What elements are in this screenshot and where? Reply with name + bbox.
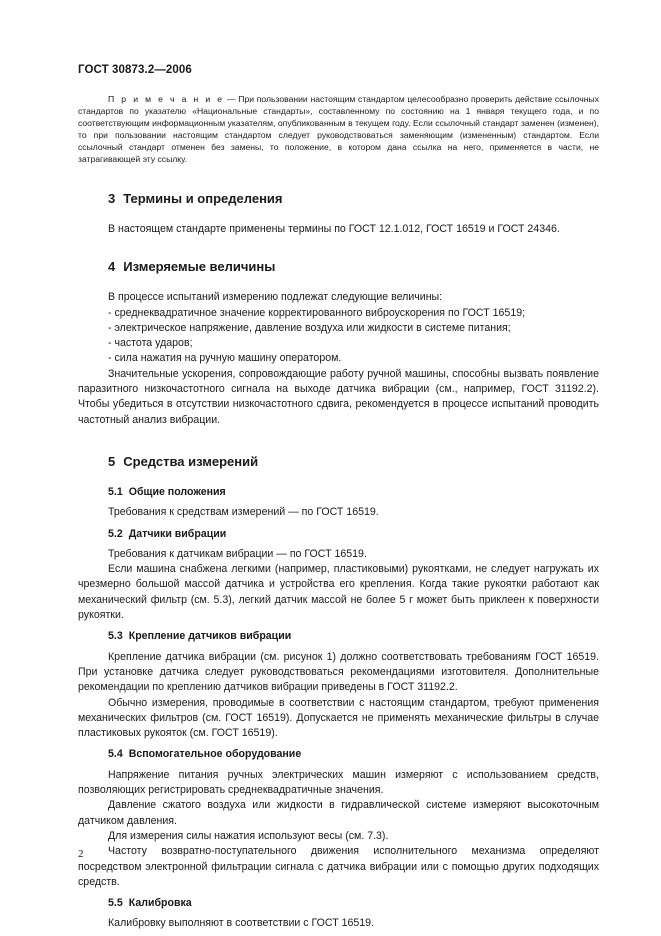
note-paragraph: [78, 93, 599, 165]
subsection-5-4-paragraph: Давление сжатого воздуха или жидкости в гидравлической системе измеряют высокоточным датчиком давления.: [78, 799, 599, 827]
section-title: Измеряемые величины: [123, 259, 276, 275]
section-number: 3: [108, 191, 116, 206]
page-number: 2: [78, 848, 84, 860]
subsection-number: 5.4: [108, 748, 123, 761]
subsection-number: 5.3: [108, 630, 123, 643]
subsection-title: Крепление датчиков вибрации: [128, 630, 292, 643]
section-3-heading: [108, 191, 599, 207]
section-5-heading: [108, 454, 599, 470]
section-title: Термины и определения: [123, 191, 283, 206]
subsection-5-2-heading: [108, 527, 599, 542]
subsection-5-4-paragraph: Напряжение питания ручных электрических машин измеряют с использованием средств, позволяющих регистрировать среднеквадратичные значения.: [78, 768, 599, 797]
subsection-title: Датчики вибрации: [128, 527, 227, 540]
subsection-5-4-paragraph: Частоту возвратно-поступательного движения исполнительного механизма определяют посредством электронной фильтрации сигнала с датчика вибрации или с помощью других подходящих средств.: [78, 845, 599, 888]
subsection-5-2-paragraph: Если машина снабжена легкими (например, пластиковыми) рукоятками, не следует нагружать их чрезмерно большой массой датчика и устройства его крепления. Когда такие рукоятки работают как механический фильтр (см. 5.3), легкий датчик массой не более 5 г может быть приклеен к поверхности рукоятки.: [78, 563, 599, 622]
subsection-number: 5.2: [108, 527, 123, 540]
note-text: — При пользовании настоящим стандартом целесообразно проверить действие ссылочных стандартов по указателю «Национальные стандарты», составленному по состоянию на 1 января текущего года, и по соответствующим информационным указателям, опубликованным в текущем году. Если ссылочный стандарт заменен (изменен), то при пользовании настоящим стандартом следует руководствоваться заменяющим (измененным) стандартом. Если ссылочный стандарт отменен без замены, то положение, в котором дана ссылка на него, применяется в части, не затрагивающей эту ссылку.: [78, 94, 599, 164]
page-content: [78, 93, 599, 932]
note-label: П р и м е ч а н и е: [108, 94, 225, 104]
section-4-paragraph: Значительные ускорения, сопровождающие работу ручной машины, способны вызвать появление паразитного низкочастотного сигнала на выходе датчика вибрации (см., например, ГОСТ 31192.2). Чтобы убедиться в отсутствии низкочастотного сдвига, рекомендуется в процессе испытаний проводить частотный анализ вибрации.: [78, 367, 599, 426]
section-title: Средства измерений: [123, 453, 259, 469]
section-3-paragraph: В настоящем стандарте применены термины по ГОСТ 12.1.012, ГОСТ 16519 и ГОСТ 24346.: [108, 223, 560, 235]
subsection-5-4-paragraph: Для измерения силы нажатия используют весы (см. 7.3).: [108, 829, 389, 842]
subsection-5-3-paragraph: Крепление датчика вибрации (см. рисунок 1) должно соответствовать требованиям ГОСТ 16519. При установке датчика следует руководствоваться рекомендациями изготовителя. Дополнительные рекомендации по креплению датчиков вибрации приведены в ГОСТ 31192.2.: [78, 650, 599, 694]
subsection-5-5-paragraph: Калибровку выполняют в соответствии с ГОСТ 16519.: [108, 917, 375, 930]
subsection-5-1-paragraph: Требования к средствам измерений — по ГОСТ 16519.: [108, 506, 379, 519]
subsection-5-3-paragraph: Обычно измерения, проводимые в соответствии с настоящим стандартом, требуют применения механических фильтров (см. ГОСТ 16519). Допускается не применять механические фильтры в случае пластиковых рукояток (см. ГОСТ 16519).: [78, 696, 599, 740]
section-4-heading: [108, 259, 599, 275]
subsection-title: Калибровка: [128, 897, 192, 910]
standard-code-header: ГОСТ 30873.2—2006: [78, 64, 192, 76]
subsection-5-4-heading: [108, 747, 599, 762]
section-number: 5: [108, 453, 116, 469]
subsection-5-1-heading: [108, 485, 599, 500]
subsection-5-5-heading: [108, 896, 599, 911]
section-4-intro: В процессе испытаний измерению подлежат следующие величины:: [108, 291, 443, 304]
list-item: - частота ударов;: [108, 337, 193, 350]
list-item: - среднеквадратичное значение корректированного виброускорения по ГОСТ 16519;: [108, 306, 526, 319]
list-item: - сила нажатия на ручную машину оператором.: [108, 352, 342, 365]
subsection-number: 5.1: [108, 485, 123, 498]
subsection-title: Вспомогательное оборудование: [128, 748, 302, 761]
subsection-5-3-heading: [108, 629, 599, 644]
subsection-title: Общие положения: [128, 485, 226, 498]
list-item: - электрическое напряжение, давление воздуха или жидкости в системе питания;: [108, 321, 511, 334]
subsection-number: 5.5: [108, 897, 123, 910]
section-number: 4: [108, 259, 116, 275]
subsection-5-2-paragraph: Требования к датчикам вибрации — по ГОСТ 16519.: [108, 547, 367, 560]
